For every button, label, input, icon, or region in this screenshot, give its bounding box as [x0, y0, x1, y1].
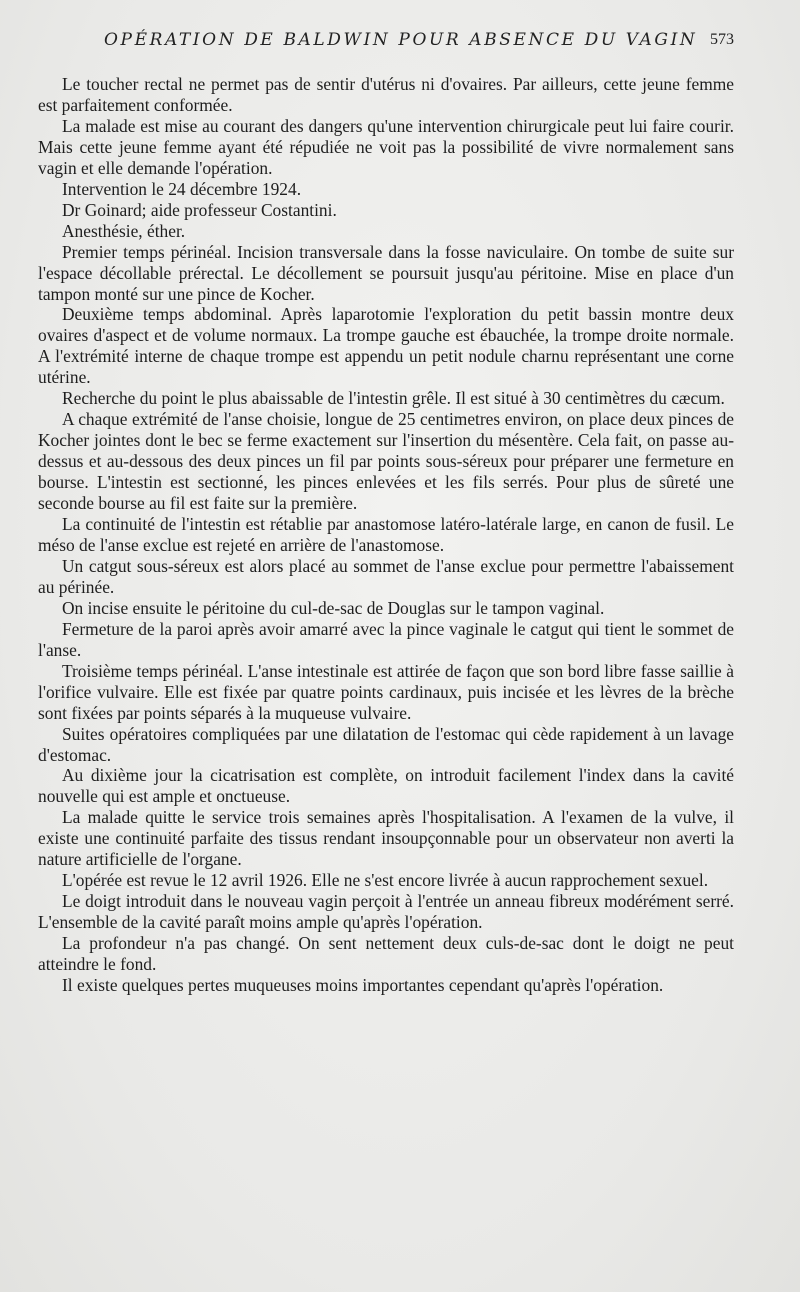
- paragraph-first-stage: Premier temps périnéal. Incision transversale dans la fosse naviculaire. On tombe de suite sur l'espace décollable prérectal. Le décollement se poursuit jusqu'au péritoine. Mise en place d'un tampon monté sur une pince de Kocher.: [38, 241, 734, 304]
- paragraph-examination: Le toucher rectal ne permet pas de sentir d'utérus ni d'ovaires. Par ailleurs, cette jeune femme est parfaitement conformée.: [38, 74, 734, 115]
- paragraph-postoperative: Suites opératoires compliquées par une dilatation de l'estomac qui cède rapidement à un lavage d'estomac.: [38, 723, 734, 765]
- paragraph-depth: La profondeur n'a pas changé. On sent nettement deux culs-de-sac dont le doigt ne peut atteindre le fond.: [38, 933, 734, 975]
- paragraph-follow-up: L'opérée est revue le 12 avril 1926. Elle ne s'est encore livrée à aucun rapprochement sexuel.: [62, 870, 709, 891]
- paragraph-douglas: On incise ensuite le péritoine du cul-de-sac de Douglas sur le tampon vaginal.: [62, 597, 605, 618]
- paragraph-wall-closure: Fermeture de la paroi après avoir amarré avec la pince vaginale le catgut qui tient le sommet de l'anse.: [38, 618, 734, 660]
- paragraph-third-stage: Troisième temps périnéal. L'anse intestinale est attirée de façon que son bord libre fasse saillie à l'orifice vulvaire. Elle est fixée par quatre points cardinaux, puis incisée et les lèvres de la brèche sont fixées par points séparés à la muqueuse vulvaire.: [38, 660, 734, 723]
- paragraph-discharge-mucous: Il existe quelques pertes muqueuses moins importantes cependant qu'après l'opération.: [62, 974, 664, 995]
- paragraph-tenth-day: Au dixième jour la cicatrisation est complète, on introduit facilement l'index dans la cavité nouvelle qui est ample et onctueuse.: [38, 765, 734, 807]
- running-title: OPÉRATION DE BALDWIN POUR ABSENCE DU VAGIN: [104, 30, 698, 50]
- body-text: [38, 74, 734, 996]
- paragraph-discharge: La malade quitte le service trois semaines après l'hospitalisation. A l'examen de la vulve, il existe une continuité parfaite des tissus rendant insoupçonnable pour un observateur non averti la nature artificielle de l'organe.: [38, 807, 734, 870]
- paragraph-second-stage: Deuxième temps abdominal. Après laparotomie l'exploration du petit bassin montre deux ovaires d'aspect et de volume normaux. La trompe gauche est ébauchée, la trompe droite normale. A l'extrémité interne de chaque trompe est appendu un petit nodule charnu représentant une corne utérine.: [38, 304, 734, 388]
- paragraph-anesthesia: Anesthésie, éther.: [62, 220, 186, 241]
- paragraph-consent: La malade est mise au courant des dangers qu'une intervention chirurgicale peut lui faire courir. Mais cette jeune femme ayant été répudiée ne voit pas la possibilité de vivre normalement sans vagin et elle demande l'opération.: [38, 115, 734, 178]
- paragraph-ileum-search: Recherche du point le plus abaissable de l'intestin grêle. Il est situé à 30 centimètres du cæcum.: [62, 388, 725, 409]
- paragraph-catgut: Un catgut sous-séreux est alors placé au sommet de l'anse exclue pour permettre l'abaissement au périnée.: [38, 555, 734, 597]
- paragraph-anastomosis: La continuité de l'intestin est rétablie par anastomose latéro-latérale large, en canon de fusil. Le méso de l'anse exclue est rejeté en arrière de l'anastomose.: [38, 514, 734, 555]
- paragraph-intervention-date: Intervention le 24 décembre 1924.: [62, 178, 302, 199]
- paragraph-surgeons: Dr Goinard; aide professeur Costantini.: [62, 199, 337, 220]
- page-number: 573: [710, 31, 734, 48]
- paragraph-kocher-clamps: A chaque extrémité de l'anse choisie, longue de 25 centimetres environ, on place deux pinces de Kocher jointes dont le bec se ferme exactement sur l'insertion du mésentère. Cela fait, on passe au-dessus et au-dessous des deux pinces un fil par points sous-séreux pour préparer une fermeture en bourse. L'intestin est sectionné, les pinces enlevées et les fils serrés. Pour plus de sûreté une seconde bourse au fil est faite sur la première.: [38, 409, 734, 514]
- running-head: [0, 30, 800, 54]
- paragraph-digital-exam: Le doigt introduit dans le nouveau vagin perçoit à l'entrée un anneau fibreux modérément serré. L'ensemble de la cavité paraît moins ample qu'après l'opération.: [38, 891, 734, 933]
